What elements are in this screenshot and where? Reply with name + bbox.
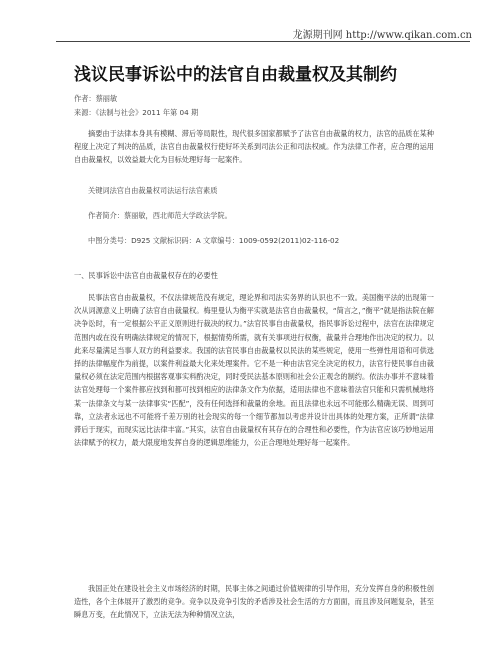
author-bio: 作者简介：蔡丽敏，西北师范大学政法学院。 xyxy=(88,211,232,220)
author-line: 作者：蔡丽敏 xyxy=(74,94,118,103)
classification: 中图分类号：D925 文献标识码：A 文章编号：1009-0592(2011)02-116-02 xyxy=(88,236,340,245)
abstract: 摘要由于法律本身具有模糊、滞后等局限性，现代很多国家都赋予了法官自由裁量的权力，法官的品质在某种程度上决定了判决的品质，法官自由裁量权行使好坏关系到司法公正和司法权威。作为法律工作者，应合理的运用自由裁量权，以效益最大化为目标处理好每一起案件。 xyxy=(74,129,434,165)
source-line: 来源：《法制与社会》2011 年第 04 期 xyxy=(74,108,199,117)
article-title: 浅议民事诉讼中的法官自由裁量权及其制约 xyxy=(74,65,397,85)
header-divider xyxy=(56,41,470,42)
keywords: 关键词法官自由裁量权司法运行法官素质 xyxy=(88,186,218,195)
body-paragraph-1: 民事法官自由裁量权，不仅法律规范没有规定，理论界和司法实务界的认识也不一致。美国衡平法的出现第一次从词源意义上明确了法官自由裁量权。梅里曼认为衡平实就是法官自由裁量权，“简言之，”衡平”就是指法院在解决争讼时，有一定根据公平正义原则进行裁决的权力。”法官民事自由裁量权，指民事诉讼过程中，法官在法律规定范围内或在没有明确法律规定的情况下，根据情势所需，就有关事项进行权衡，裁量并合理地作出决定的权力。以此来尽量满足当事人双方的利益要求。我国的法官民事自由裁量权以民法的某些规定，使用一些弹性用语和可供选择的法律幅度作为前提，以案件利益最大化来处理案件。它不是一种由法官完全决定的权力，法官行使民事自由裁量权必须在法定范围内根据客观事实料酌决定，同时受民法基本原则和社会公正观念的制约。依法办事并不意味着法官处理每一个案件都应找到和都可找到相应的法律条文作为依据，适用法律也不意味着法官只能和只需机械地将某一法律条文与某一法律事实“匹配”，没有任何选择和裁量的余地。而且法律也永远不可能那么精确无误、周到可靠，立法者永远也不可能将千差万别的社会现实的每一个细节都加以考虑并设计出具体的处理方案，正所谓“法律滞后于现实，而现实远比法律丰富。”其实，法官自由裁量权有其存在的合理性和必要性，作为法官应该巧妙地运用法律赋予的权力，最大限度地发挥自身的逻辑思维能力，公正合理地处理好每一起案件。 xyxy=(74,293,434,448)
section-heading: 一、民事诉讼中法官自由裁量权存在的必要性 xyxy=(74,271,218,280)
body-paragraph-2: 我国正处在建设社会主义市场经济的时期，民事主体之间通过价值规律的引导作用，充分发挥自身的积极性创造性，各个主体展开了激烈的竞争。竞争以及竞争引发的矛盾涉及社会生活的方方面面，而且涉及问题复杂，甚至瞬息万变，在此情况下，立法无法为种种情况立法， xyxy=(74,584,434,620)
site-header: 龙源期刊网 http://www.qikan.com.cn xyxy=(292,30,472,41)
